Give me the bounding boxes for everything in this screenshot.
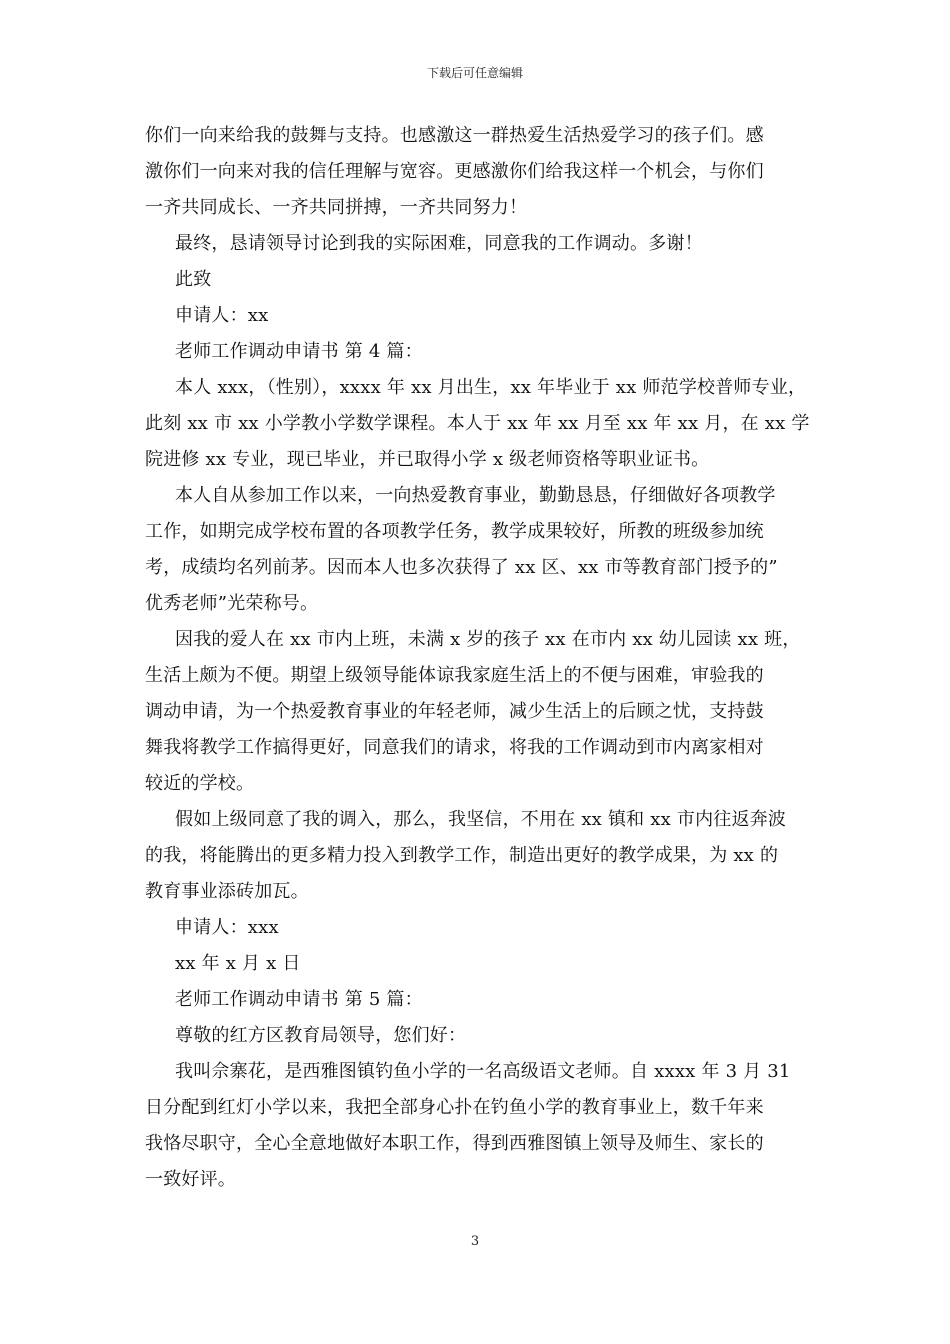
text-line: xx 年 x 月 x 日 xyxy=(175,953,301,974)
text-line: 老师工作调动申请书 第 4 篇： xyxy=(175,341,423,362)
text-line: 工作，如期完成学校布置的各项教学任务，教学成果较好，所教的班级参加统 xyxy=(145,521,764,542)
text-line: 较近的学校。 xyxy=(145,773,255,794)
text-line: 一齐共同成长、一齐共同拼搏，一齐共同努力！ xyxy=(145,197,528,218)
text-line: 院进修 xx 专业，现已毕业，并已取得小学 x 级老师资格等职业证书。 xyxy=(145,449,710,470)
text-line: 优秀老师”光荣称号。 xyxy=(145,593,319,614)
text-line: 尊敬的红方区教育局领导，您们好： xyxy=(175,1025,467,1046)
text-line: 老师工作调动申请书 第 5 篇： xyxy=(175,989,423,1010)
text-line: 的我，将能腾出的更多精力投入到教学工作，制造出更好的教学成果，为 xx 的 xyxy=(145,845,779,866)
text-line: 此致 xyxy=(175,269,212,290)
text-line: 你们一向来给我的鼓舞与支持。也感激这一群热爱生活热爱学习的孩子们。感 xyxy=(145,125,764,146)
document-body xyxy=(145,118,810,1198)
text-line: 此刻 xx 市 xx 小学教小学数学课程。本人于 xx 年 xx 月至 xx 年 xx 月，在 xx 学 xyxy=(145,413,810,434)
text-line: 本人 xxx，（性别），xxxx 年 xx 月出生，xx 年毕业于 xx 师范学校普师专业， xyxy=(175,377,807,398)
text-line: 假如上级同意了我的调入，那么，我坚信，不用在 xx 镇和 xx 市内往返奔波 xyxy=(175,809,787,830)
text-line: 我恪尽职守，全心全意地做好本职工作，得到西雅图镇上领导及师生、家长的 xyxy=(145,1133,764,1154)
text-line: 申请人：xx xyxy=(175,305,269,326)
text-line: 舞我将教学工作搞得更好，同意我们的请求，将我的工作调动到市内离家相对 xyxy=(145,737,764,758)
text-line: 调动申请，为一个热爱教育事业的年轻老师，减少生活上的后顾之忧，支持鼓 xyxy=(145,701,764,722)
text-line: 教育事业添砖加瓦。 xyxy=(145,881,309,902)
page-number: 3 xyxy=(470,1234,480,1249)
text-line: 一致好评。 xyxy=(145,1169,236,1190)
text-line: 我叫佘寨花，是西雅图镇钓鱼小学的一名高级语文老师。自 xxxx 年 3 月 31 xyxy=(175,1061,791,1082)
text-line: 生活上颇为不便。期望上级领导能体谅我家庭生活上的不便与困难，审验我的 xyxy=(145,665,764,686)
text-line: 考，成绩均名列前茅。因而本人也多次获得了 xx 区、xx 市等教育部门授予的” xyxy=(145,557,778,578)
page-header: 下载后可任意编辑 xyxy=(426,66,523,80)
text-line: 日分配到红灯小学以来，我把全部身心扑在钓鱼小学的教育事业上，数千年来 xyxy=(145,1097,764,1118)
text-line: 本人自从参加工作以来，一向热爱教育事业，勤勤恳恳，仔细做好各项教学 xyxy=(175,485,776,506)
text-line: 激你们一向来对我的信任理解与宽容。更感激你们给我这样一个机会，与你们 xyxy=(145,161,764,182)
text-line: 最终，恳请领导讨论到我的实际困难，同意我的工作调动。多谢！ xyxy=(175,233,703,254)
text-line: 申请人：xxx xyxy=(175,917,279,938)
text-line: 因我的爱人在 xx 市内上班，未满 x 岁的孩子 xx 在市内 xx 幼儿园读 xx 班， xyxy=(175,629,801,650)
